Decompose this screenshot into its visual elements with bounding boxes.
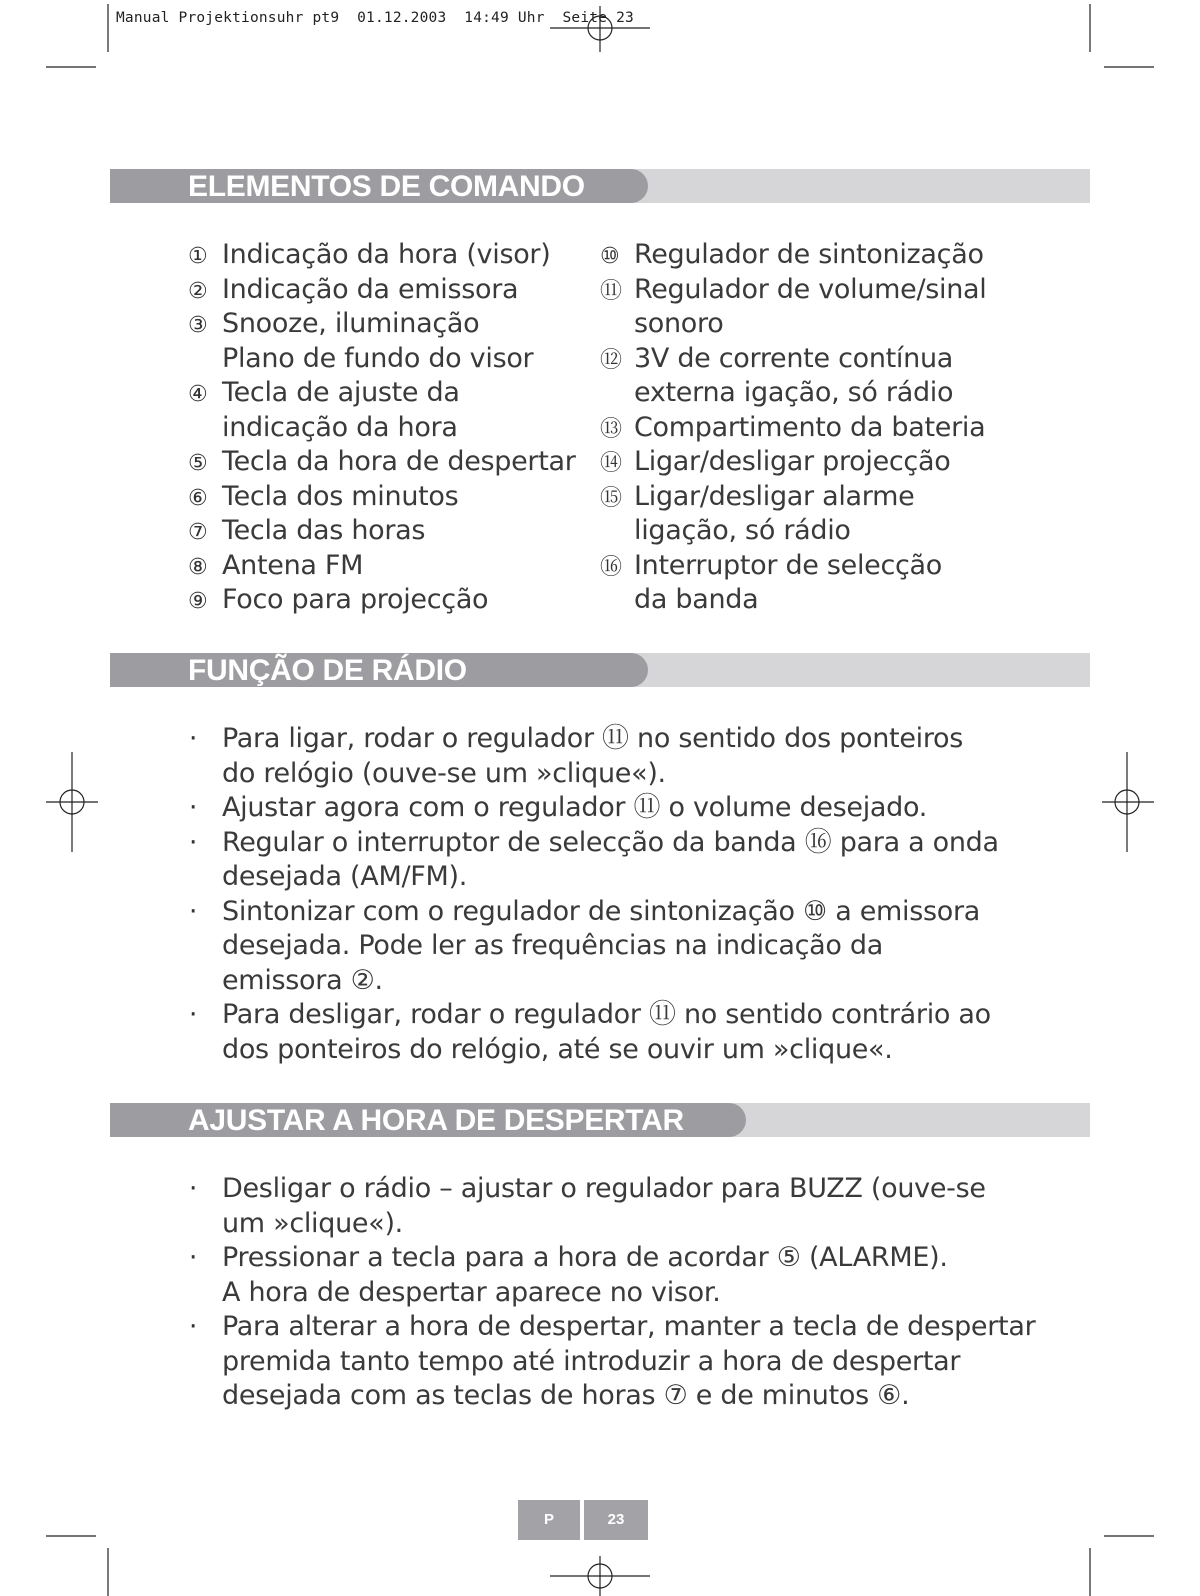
section-header-radio <box>110 653 1090 687</box>
item-number: ⑧ <box>188 554 208 580</box>
control-item <box>188 549 588 584</box>
item-number: ① <box>188 244 208 269</box>
item-text: Tecla das horas <box>222 515 426 546</box>
item-text: Tecla de ajuste da <box>222 377 460 408</box>
control-item <box>188 238 588 273</box>
instruction-text: desejada com as teclas de horas ⑦ e de minutos ⑥. <box>222 1380 910 1411</box>
instruction-item <box>186 826 1086 895</box>
instruction-text: Para desligar, rodar o regulador ⑪ no sentido contrário ao <box>222 999 991 1030</box>
bullet: · <box>188 1242 198 1273</box>
item-text: Tecla da hora de despertar <box>222 446 576 477</box>
bullet: · <box>188 1311 198 1342</box>
instruction-text: desejada (AM/FM). <box>222 861 467 892</box>
item-text: externa igação, só rádio <box>634 377 954 408</box>
item-text: Tecla dos minutos <box>222 480 459 512</box>
item-text: Ligar/desligar projecção <box>634 446 951 477</box>
item-text: Antena FM <box>222 549 364 581</box>
item-text: 3V de corrente contínua <box>634 342 953 374</box>
control-item <box>600 549 1020 618</box>
print-header: Manual Projektionsuhr pt9 01.12.2003 14:49 Uhr Seite 23 <box>116 10 634 26</box>
instruction-text: emissora ②. <box>222 964 383 996</box>
bullet: · <box>188 999 198 1030</box>
item-text: da banda <box>634 584 759 615</box>
control-item <box>188 514 588 549</box>
instruction-text: Para ligar, rodar o regulador ⑪ no sentido dos ponteiros <box>222 723 964 754</box>
instruction-text: premida tanto tempo até introduzir a hora de despertar <box>222 1345 961 1377</box>
item-text: indicação da hora <box>222 411 458 443</box>
controls-list-right <box>600 238 1020 618</box>
item-text: Foco para projecção <box>222 584 489 615</box>
item-text: Interruptor de selecção <box>634 549 943 581</box>
item-number: ⑪ <box>600 278 622 304</box>
instruction-text: Regular o interruptor de selecção da banda ⑯ para a onda <box>222 826 999 858</box>
control-item <box>188 376 588 445</box>
instruction-item <box>186 1241 1086 1310</box>
section-header-controls <box>110 169 1090 203</box>
item-number: ④ <box>188 382 208 407</box>
control-item <box>600 411 1020 446</box>
bullet: · <box>188 826 198 858</box>
section-header-alarm <box>110 1103 1090 1137</box>
instruction-text: Desligar o rádio – ajustar o regulador para BUZZ (ouve-se <box>222 1173 986 1204</box>
control-item <box>600 480 1020 549</box>
item-number: ⑥ <box>188 485 208 511</box>
instruction-text: Ajustar agora com o regulador ⑪ o volume desejado. <box>222 792 928 823</box>
instruction-text: Para alterar a hora de despertar, manter a tecla de despertar <box>222 1311 1036 1342</box>
item-text: ligação, só rádio <box>634 515 851 546</box>
alarm-instructions <box>186 1172 1086 1414</box>
item-number: ⑮ <box>600 485 622 511</box>
section-title: FUNÇÃO DE RÁDIO <box>188 654 467 687</box>
instruction-item <box>186 722 1086 791</box>
control-item <box>188 583 588 618</box>
item-text: Snooze, iluminação <box>222 308 480 339</box>
item-number: ⑬ <box>600 416 622 442</box>
controls-list-left <box>188 238 588 618</box>
instruction-text: do relógio (ouve-se um »clique«). <box>222 757 666 789</box>
item-text: Regulador de volume/sinal <box>634 273 987 305</box>
instruction-text: um »clique«). <box>222 1207 403 1239</box>
instruction-text: desejada. Pode ler as frequências na indicação da <box>222 930 883 961</box>
instruction-item <box>186 1172 1086 1241</box>
control-item <box>188 307 588 376</box>
item-number: ⑭ <box>600 451 622 476</box>
item-number: ⑨ <box>188 589 208 614</box>
item-text: Indicação da emissora <box>222 273 519 305</box>
instruction-text: Sintonizar com o regulador de sintonização ⑩ a emissora <box>222 895 981 927</box>
control-item <box>600 273 1020 342</box>
item-number: ⑩ <box>600 244 620 269</box>
bullet: · <box>188 1173 198 1204</box>
control-item <box>600 238 1020 273</box>
item-number: ⑦ <box>188 520 208 545</box>
section-title: AJUSTAR A HORA DE DESPERTAR <box>188 1104 684 1137</box>
instruction-text: A hora de despertar aparece no visor. <box>222 1276 721 1308</box>
item-text: Compartimento da bateria <box>634 411 986 443</box>
instruction-item <box>186 1310 1086 1414</box>
instruction-item <box>186 791 1086 826</box>
item-number: ⑯ <box>600 554 622 580</box>
radio-instructions <box>186 722 1086 1067</box>
item-text: Indicação da hora (visor) <box>222 239 551 270</box>
item-text: sonoro <box>634 308 724 339</box>
instruction-text: Pressionar a tecla para a hora de acordar ⑤ (ALARME). <box>222 1242 948 1273</box>
control-item <box>188 445 588 480</box>
language-tab: P <box>518 1500 580 1540</box>
bullet: · <box>188 723 198 754</box>
item-number: ⑫ <box>600 347 622 373</box>
control-item <box>188 273 588 308</box>
control-item <box>188 480 588 515</box>
page-number: 23 <box>584 1500 648 1540</box>
item-text: Ligar/desligar alarme <box>634 480 915 512</box>
bullet: · <box>188 895 198 927</box>
item-text: Regulador de sintonização <box>634 239 984 270</box>
item-number: ③ <box>188 313 208 338</box>
section-title: ELEMENTOS DE COMANDO <box>188 170 585 203</box>
item-number: ⑤ <box>188 451 208 476</box>
item-text: Plano de fundo do visor <box>222 342 534 374</box>
bullet: · <box>188 792 198 823</box>
instruction-item <box>186 895 1086 999</box>
instruction-item <box>186 998 1086 1067</box>
instruction-text: dos ponteiros do relógio, até se ouvir um »clique«. <box>222 1033 893 1065</box>
item-number: ② <box>188 278 208 304</box>
control-item <box>600 445 1020 480</box>
control-item <box>600 342 1020 411</box>
